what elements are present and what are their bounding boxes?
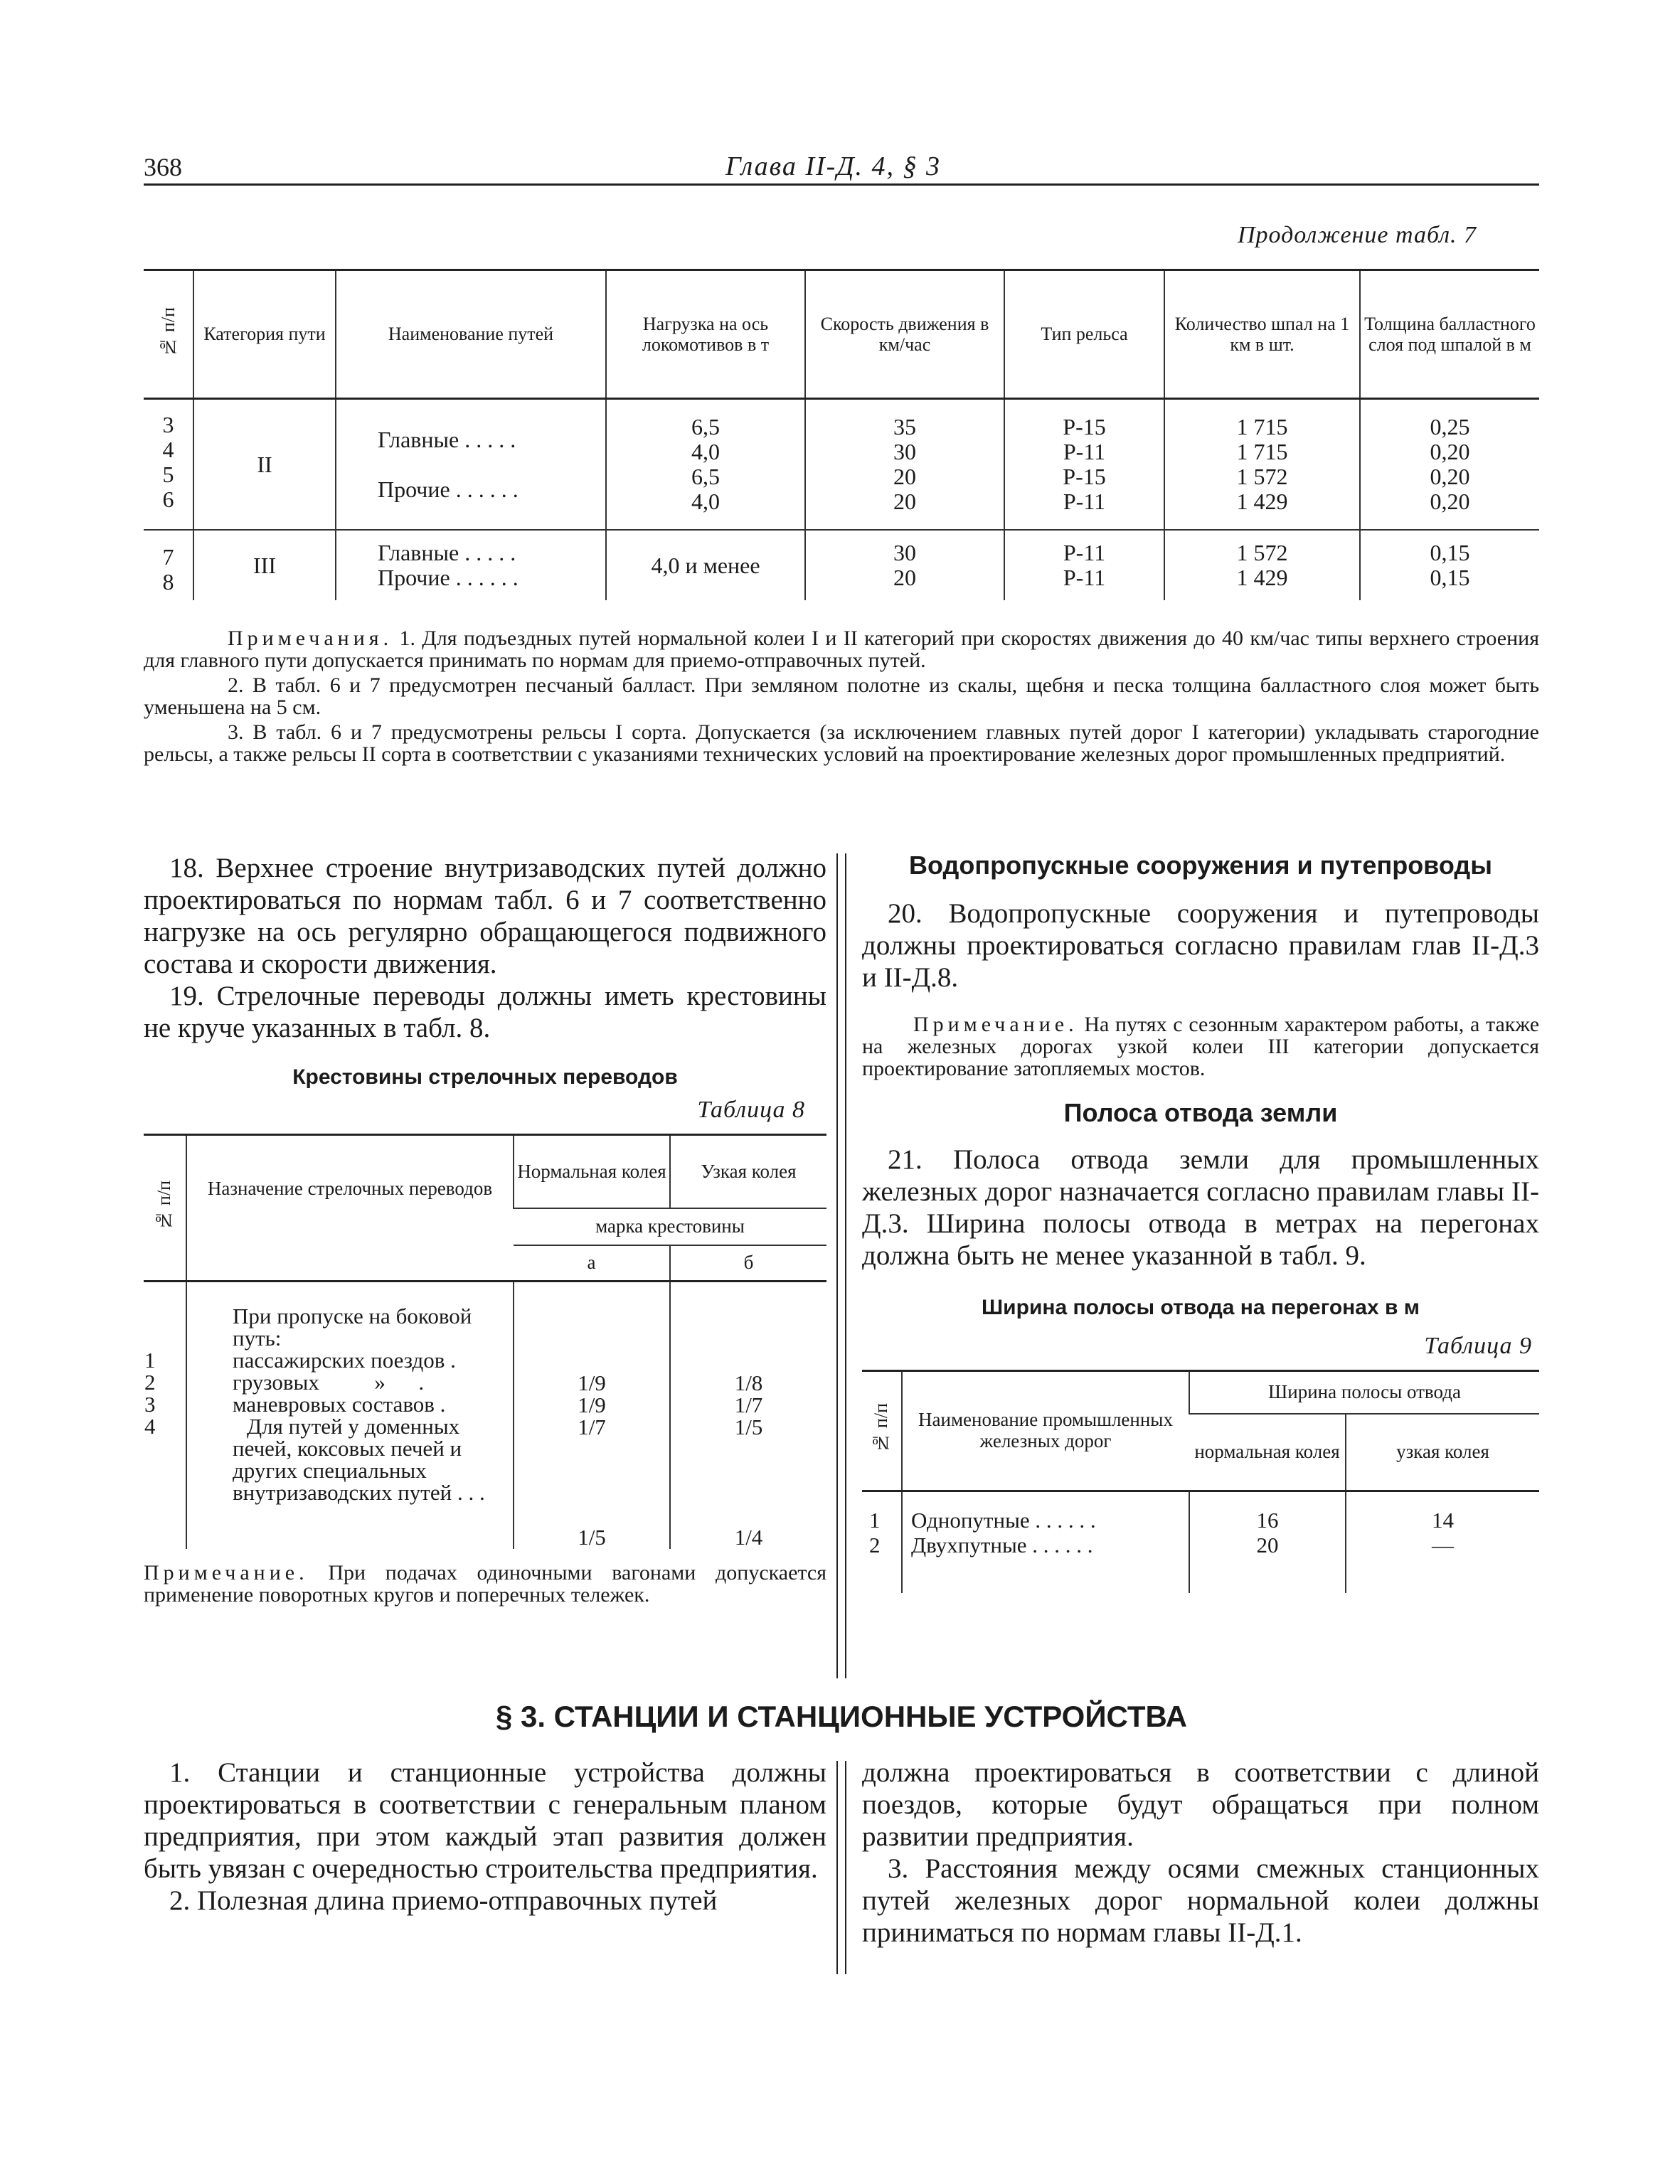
purpose-item: маневровых составов . (233, 1392, 446, 1417)
paragraph-20: 20. Водопропускные сооружения и путепроводы должны проектироваться согласно правилам глав II-Д.3 и II-Д.8. (862, 898, 1539, 993)
row-numbers: 3 4 5 6 (162, 412, 174, 512)
header-rule (144, 183, 1539, 186)
col-header-normal-gauge: Нормальная колея (514, 1135, 670, 1209)
note-2: 2. В табл. 6 и 7 предусмотрен песчаный балласт. При земляном полотне из скалы, щебня и песка толщина балластного слоя может быть уменьшена на 5 см. (144, 673, 1539, 719)
col-header-category: Категория пути (193, 270, 336, 399)
note-20: Примечание. На путях с сезонным характером работы, а также на железных дорогах узкой колеи III категории допускается проектирование затопляемых мостов. (862, 1013, 1540, 1080)
ballast-cell: 0,25 0,20 0,20 0,20 (1360, 399, 1539, 531)
purpose-item: грузовых » . (233, 1370, 425, 1395)
sleepers-cell: 1 572 1 429 (1164, 530, 1360, 600)
paragraph-21: 21. Полоса отвода земли для промышленных железных дорог назначается согласно правилам главы II-Д.3. Ширина полосы отвода в метрах на перегонах должна быть не менее указанной в табл. 9. (862, 1144, 1539, 1271)
section-3-paragraph-2: 2. Полезная длина приемо-отправочных путей (169, 1885, 718, 1916)
col-header-rail: Тип рельса (1004, 270, 1164, 399)
col-header-num: № п/п (144, 270, 193, 399)
col-header-normal-gauge: нормальная колея (1189, 1414, 1346, 1491)
col-header-mark: марка крестовины (514, 1208, 826, 1245)
table-8 (144, 1134, 826, 1549)
row-numbers: 1 2 (869, 1508, 881, 1557)
paragraph-18: 18. Верхнее строение внутризаводских путей должно проектироваться по нормам табл. 6 и 7 соответственно нагрузке на ось регулярно обращающегося подвижного состава и скорости движения. (144, 853, 826, 979)
mark-a-cell: 1/9 1/9 1/7 1/5 (514, 1282, 670, 1550)
speed-cell: 30 20 (805, 530, 1004, 600)
column-divider (836, 853, 846, 1678)
col-header-load: Нагрузка на ось локомотивов в т (606, 270, 805, 399)
section-3-right-column (862, 1757, 1539, 1949)
track-names-cell: Главные . . . . . Прочие . . . . . . (336, 399, 606, 531)
load-cell: 6,5 4,0 6,5 4,0 (606, 399, 805, 531)
mark-b-cell: 1/8 1/7 1/5 1/4 (670, 1282, 826, 1550)
speed-cell: 35 30 20 20 (805, 399, 1004, 531)
category-cell: II (193, 399, 336, 531)
col-header-strip-width: Ширина полосы отвода (1189, 1371, 1539, 1415)
chapter-title: Глава II-Д. 4, § 3 (725, 151, 942, 181)
col-header-purpose: Назначение стрелочных переводов (186, 1135, 514, 1282)
left-body (144, 852, 826, 1044)
section-3-paragraph-2-continued: должна проектироваться в соответствии с длиной поездов, которые будут обращаться при полном развитии предприятия. (862, 1757, 1539, 1852)
table-header-row (144, 270, 1539, 399)
normal-width-cell: 16 20 (1189, 1491, 1346, 1594)
table-9-caption: Таблица 9 (1424, 1333, 1532, 1359)
table-9 (862, 1370, 1539, 1593)
table-row-group (144, 530, 1539, 600)
col-header-names: Наименование путей (336, 270, 606, 399)
table-8-title: Крестовины стрелочных переводов (292, 1065, 678, 1089)
col-header-a: а (514, 1245, 670, 1282)
load-cell: 4,0 и менее (606, 530, 805, 600)
table-7 (144, 269, 1539, 600)
table-8-note: Примечание. При подачах одиночными вагонами допускается применение поворотных кругов и поперечных тележек. (144, 1561, 826, 1607)
section-heading-culverts: Водопропускные сооружения и путепроводы (909, 851, 1492, 880)
row-numbers: 7 8 (144, 530, 193, 600)
section-3-title: § 3. СТАНЦИИ И СТАНЦИОННЫЕ УСТРОЙСТВА (495, 1700, 1188, 1733)
col-header-b: б (670, 1245, 826, 1282)
purpose-item: пассажирских поездов . (233, 1348, 456, 1373)
col-header-speed: Скорость движения в км/час (805, 270, 1004, 399)
section-3-paragraph-1: 1. Станции и станционные устройства должны проектироваться в соответствии с генеральным планом предприятия, при этом каждый этап развития должен быть увязан с очередностью строительства предприятия. (144, 1757, 826, 1884)
note-3: 3. В табл. 6 и 7 предусмотрены рельсы I сорта. Допускается (за исключением главных путей дорог I категории) укладывать старогодние рельсы, а также рельсы II сорта в соответствии с указаниями технических условий на проектирование железных дорог промышленных предприятий. (144, 720, 1539, 766)
category-cell: III (193, 530, 336, 600)
rail-type-cell: Р-15 Р-11 Р-15 Р-11 (1004, 399, 1164, 531)
section-3-left-column (144, 1757, 826, 1917)
section-heading-land-strip: Полоса отвода земли (1063, 1098, 1338, 1127)
sleepers-cell: 1 715 1 715 1 572 1 429 (1164, 399, 1360, 531)
table-7-notes (144, 627, 1539, 768)
table-continuation-caption: Продолжение табл. 7 (1238, 222, 1477, 248)
row-numbers: 1 2 3 4 (144, 1348, 156, 1439)
col-header-num: № п/п (144, 1135, 186, 1282)
purpose-cell (186, 1282, 514, 1550)
paragraph-19: 19. Стрелочные переводы должны иметь крестовины не круче указанных в табл. 8. (144, 981, 826, 1043)
table-row-group (144, 1282, 826, 1550)
col-header-narrow-gauge: Узкая колея (670, 1135, 826, 1209)
table-row-group (862, 1491, 1539, 1594)
column-divider (836, 1761, 846, 1974)
rail-type-cell: Р-11 Р-11 (1004, 530, 1164, 600)
page-number: 368 (144, 153, 182, 181)
purpose-item: Для путей у доменных печей, коксовых печей и других специальных внутризаводских путей . . . (233, 1414, 485, 1505)
col-header-narrow-gauge: узкая колея (1346, 1414, 1539, 1491)
left-column (144, 852, 826, 1606)
right-column (862, 851, 1539, 1593)
section-3-paragraph-3: 3. Расстояния между осями смежных станционных путей железных дорог нормальной колеи должны приниматься по нормам главы II-Д.1. (862, 1853, 1539, 1948)
col-header-road-name: Наименование промышленных железных дорог (902, 1371, 1189, 1491)
road-name-cell: Однопутные . . . . . . Двухпутные . . . . . . (902, 1491, 1189, 1594)
col-header-ballast: Толщина балластного слоя под шпалой в м (1360, 270, 1539, 399)
table-9-title: Ширина полосы отвода на перегонах в м (982, 1296, 1420, 1319)
col-header-sleepers: Количество шпал на 1 км в шт. (1164, 270, 1360, 399)
track-names-cell: Главные . . . . . Прочие . . . . . . (336, 530, 606, 600)
purpose-intro: При пропуске на боковой путь: (233, 1304, 472, 1351)
note-1: Примечания. 1. Для подъездных путей нормальной колеи I и II категорий при скоростях движения до 40 км/час типы верхнего строения для главного пути допускается принимать по нормам для приемо-отправочных путей. (144, 627, 1540, 672)
table-row-group (144, 399, 1539, 531)
narrow-width-cell: 14 — (1346, 1491, 1539, 1594)
col-header-num: № п/п (862, 1371, 902, 1491)
ballast-cell: 0,15 0,15 (1360, 530, 1539, 600)
table-8-caption: Таблица 8 (697, 1097, 805, 1123)
